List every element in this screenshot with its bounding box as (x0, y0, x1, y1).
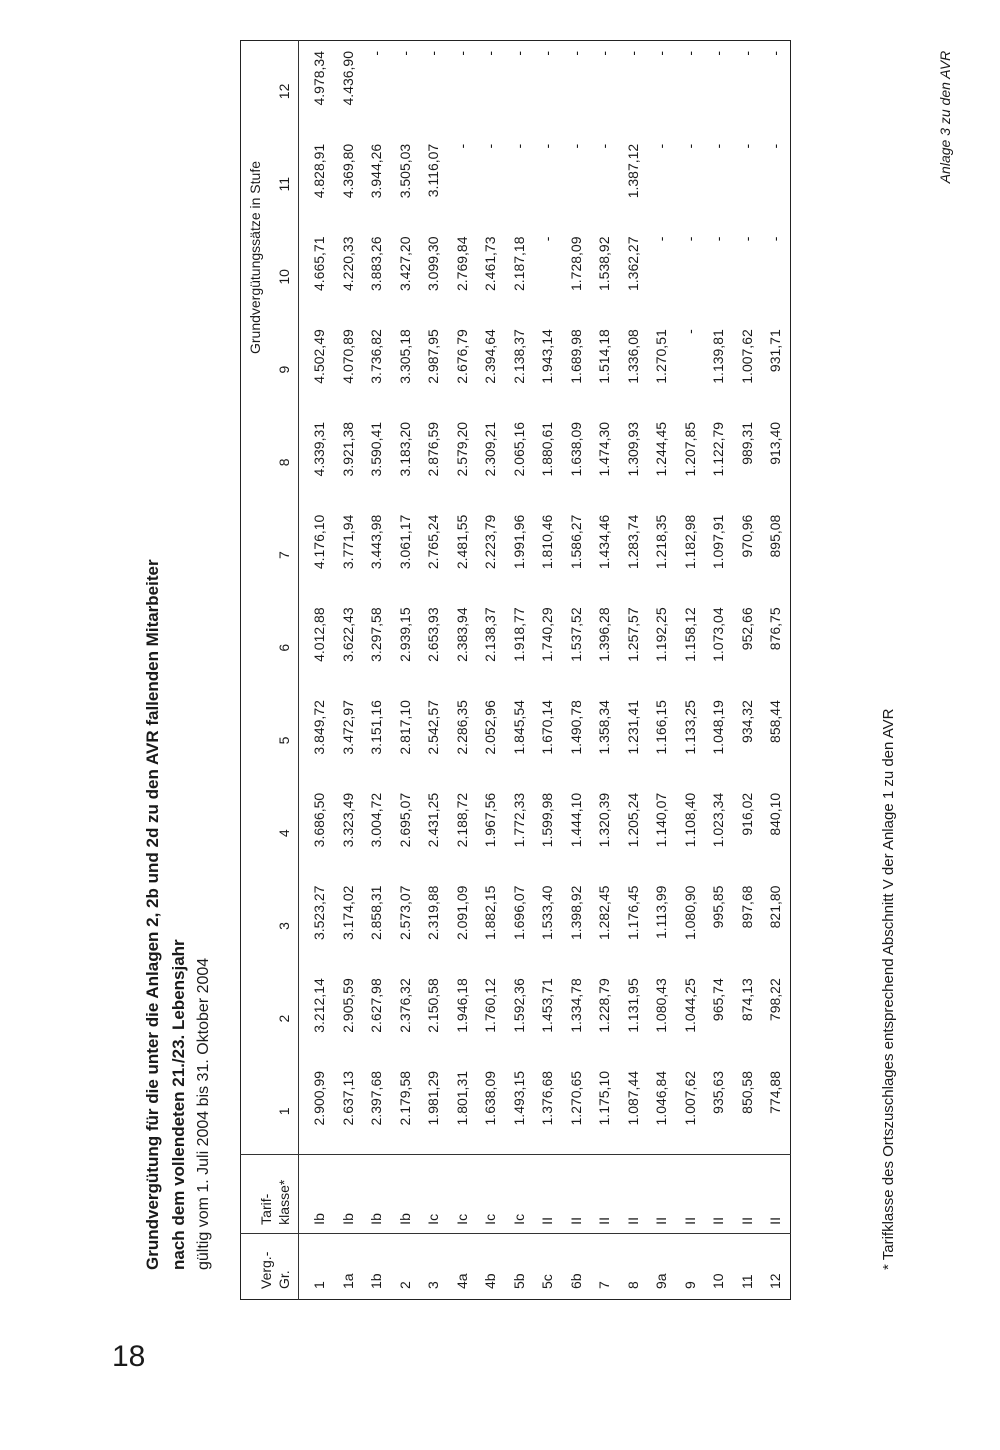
salary-cell: 3.771,94 (339, 514, 356, 570)
verg-gruppe-cell: 11 (733, 1233, 762, 1299)
salary-cell: - (710, 236, 726, 242)
salary-cell: - (510, 51, 527, 56)
salary-cell: 1.696,07 (510, 885, 527, 941)
verg-gruppe-cell: 1b (362, 1233, 391, 1299)
salary-cell: 3.443,98 (368, 514, 384, 570)
salary-cell: 1.080,90 (681, 885, 698, 941)
salary-cell: 2.286,35 (453, 700, 470, 755)
salary-cell: 2.065,16 (510, 421, 527, 477)
table-row (419, 41, 448, 1300)
salary-cell: 913,40 (767, 421, 783, 465)
verg-gruppe-cell: 6b (562, 1233, 591, 1299)
salary-cell: 850,58 (738, 1070, 755, 1114)
document-subtitle: nach dem vollendeten 21./23. Lebensjahr (169, 939, 188, 1270)
salary-cell: 4.502,49 (311, 329, 327, 384)
salary-cell: 965,74 (710, 978, 726, 1022)
salary-cell: 1.638,09 (567, 421, 584, 477)
salary-cell: 1.166,15 (653, 700, 669, 755)
salary-cell: - (510, 143, 527, 149)
stufe-header-11: 11 (275, 176, 292, 192)
salary-cell: 2.319,88 (425, 885, 441, 941)
header-row-stufen (270, 41, 299, 1300)
salary-cell: 1.490,78 (567, 700, 584, 755)
salary-cell: 4.828,91 (311, 143, 327, 199)
tarifklasse-cell: Ib (299, 1154, 334, 1233)
salary-cell: 2.858,31 (368, 885, 384, 941)
salary-cell: 897,68 (738, 885, 755, 929)
document-title: Grundvergütung für die unter die Anlagen 2, 2b und 2d zu den AVR fallenden Mitarbeiter (143, 559, 162, 1270)
table-header (241, 41, 299, 1300)
salary-cell: 934,32 (738, 700, 755, 743)
salary-cell: - (453, 51, 470, 56)
salary-cell: 2.309,21 (482, 421, 498, 477)
salary-cell: - (539, 236, 555, 242)
stufe-header-4: 4 (275, 829, 292, 838)
salary-cell: 1.396,28 (596, 607, 612, 662)
col-header-verg-line1: Verg.- (257, 1251, 274, 1289)
salary-cell: - (681, 143, 698, 149)
table-row (476, 41, 505, 1300)
salary-cell: 3.622,43 (339, 607, 356, 662)
salary-cell: 1.270,51 (653, 329, 669, 384)
salary-cell: 798,22 (767, 978, 783, 1022)
salary-cell: 1.108,40 (681, 792, 698, 848)
verg-gruppe-cell: 7 (590, 1233, 619, 1299)
salary-cell: 952,66 (738, 607, 755, 651)
salary-cell: 3.004,72 (368, 792, 384, 848)
verg-gruppe-cell: 3 (419, 1233, 448, 1299)
salary-cell: 1.434,46 (596, 514, 612, 570)
table-row (448, 41, 477, 1300)
salary-cell: 3.061,17 (396, 514, 413, 570)
salary-cell: 3.944,26 (368, 143, 384, 199)
salary-cell: 1.810,46 (539, 514, 555, 570)
salary-cell: 1.133,25 (681, 700, 698, 755)
salary-cell: - (653, 51, 669, 56)
salary-cell: 2.817,10 (396, 700, 413, 755)
salary-cell: 4.012,88 (311, 607, 327, 662)
salary-cell: 2.481,55 (453, 514, 470, 570)
tarifklasse-cell: II (647, 1154, 676, 1233)
salary-cell: - (482, 51, 498, 56)
stufe-header-6: 6 (275, 643, 292, 652)
salary-cell: 2.383,94 (453, 607, 470, 662)
salary-cell: - (539, 51, 555, 56)
salary-cell: 1.048,19 (710, 700, 726, 755)
salary-cell: - (624, 51, 641, 56)
salary-cell: - (425, 51, 441, 56)
tarifklasse-cell: II (761, 1154, 790, 1233)
col-header-tarif-line2: klasse* (275, 1179, 292, 1225)
stufe-header-2: 2 (275, 1014, 292, 1023)
salary-cell: - (567, 143, 584, 149)
table-row (704, 41, 733, 1300)
salary-cell: 1.918,77 (510, 607, 527, 662)
stufe-header-7: 7 (275, 551, 292, 559)
salary-cell: 2.397,68 (368, 1070, 384, 1126)
salary-cell: 1.943,14 (539, 329, 555, 384)
salary-cell: 1.228,79 (596, 978, 612, 1033)
salary-cell: 1.283,74 (624, 514, 641, 570)
salary-cell: 1.257,57 (624, 607, 641, 662)
stufe-header-5: 5 (275, 736, 292, 745)
salary-cell: 970,96 (738, 514, 755, 558)
salary-cell: 1.880,61 (539, 421, 555, 477)
salary-cell: 1.882,15 (482, 885, 498, 941)
tarifklasse-cell: II (619, 1154, 648, 1233)
salary-cell: 1.845,54 (510, 700, 527, 755)
salary-cell: 1.453,71 (539, 978, 555, 1033)
salary-cell: 1.538,92 (596, 236, 612, 292)
salary-cell: 4.220,33 (339, 236, 356, 292)
salary-cell: 2.376,32 (396, 978, 413, 1033)
verg-gruppe-cell: 1 (299, 1233, 334, 1299)
verg-gruppe-cell: 4b (476, 1233, 505, 1299)
salary-cell: 3.883,26 (368, 236, 384, 292)
table-row (733, 41, 762, 1300)
salary-cell: 1.728,09 (567, 236, 584, 292)
rotated-content (130, 30, 920, 1300)
header-note (938, 42, 952, 192)
tarifklasse-cell: Ib (334, 1154, 363, 1233)
salary-cell: - (767, 143, 783, 149)
salary-cell: 3.099,30 (425, 236, 441, 292)
salary-cell: - (767, 51, 783, 56)
salary-cell: 1.537,52 (567, 607, 584, 662)
salary-cell: 2.876,59 (425, 421, 441, 477)
salary-cell: 1.087,44 (624, 1070, 641, 1126)
salary-cell: 3.590,41 (368, 421, 384, 477)
table-row (299, 41, 334, 1300)
salary-cell: 2.179,58 (396, 1070, 413, 1126)
salary-cell: 821,80 (767, 885, 783, 929)
salary-cell: 1.270,65 (567, 1070, 584, 1126)
salary-cell: 1.586,27 (567, 514, 584, 570)
salary-cell: 3.505,03 (396, 143, 413, 199)
salary-cell: 2.769,84 (453, 236, 470, 292)
salary-cell: 2.987,95 (425, 329, 441, 384)
table-row (590, 41, 619, 1300)
stufe-header-3: 3 (275, 922, 292, 930)
salary-cell: 2.223,79 (482, 514, 498, 570)
verg-gruppe-cell: 9a (647, 1233, 676, 1299)
salary-cell: 1.158,12 (681, 607, 698, 662)
salary-cell: 1.967,56 (482, 792, 498, 848)
salary-cell: 2.542,57 (425, 700, 441, 755)
salary-cell: 1.182,98 (681, 514, 698, 570)
salary-cell: 1.801,31 (453, 1070, 470, 1126)
salary-cell: 1.592,36 (510, 978, 527, 1033)
salary-cell: 1.946,18 (453, 978, 470, 1033)
salary-cell: 2.138,37 (510, 329, 527, 384)
salary-cell: 1.387,12 (624, 143, 641, 199)
tarifklasse-cell: II (733, 1154, 762, 1233)
salary-cell: 2.150,58 (425, 978, 441, 1033)
salary-cell: 1.046,84 (653, 1070, 669, 1126)
salary-cell: 1.981,29 (425, 1070, 441, 1126)
salary-cell: 840,10 (767, 792, 783, 836)
salary-cell: - (653, 143, 669, 149)
salary-cell: 1.044,25 (681, 978, 698, 1033)
salary-cell: 2.188,72 (453, 792, 470, 848)
salary-cell: 2.695,07 (396, 792, 413, 848)
salary-table (240, 40, 791, 1300)
salary-cell: - (681, 236, 698, 242)
salary-cell: 1.444,10 (567, 792, 584, 848)
salary-cell: 4.339,31 (311, 421, 327, 477)
salary-cell: 1.533,40 (539, 885, 555, 941)
salary-cell: 1.474,30 (596, 421, 612, 477)
salary-cell: 3.427,20 (396, 236, 413, 292)
verg-gruppe-cell: 5b (505, 1233, 534, 1299)
salary-cell: 1.207,85 (681, 421, 698, 477)
header-note-text: Anlage 3 zu den AVR (937, 50, 953, 184)
salary-cell: 2.653,93 (425, 607, 441, 662)
salary-cell: - (681, 329, 698, 334)
stufe-header-8: 8 (275, 458, 292, 467)
salary-cell: 1.334,78 (567, 978, 584, 1033)
salary-cell: 1.176,45 (624, 885, 641, 941)
col-header-tarif-line1: Tarif- (257, 1193, 274, 1225)
salary-cell: 1.244,45 (653, 421, 669, 477)
salary-cell: 989,31 (738, 421, 755, 465)
salary-cell: 2.939,15 (396, 607, 413, 662)
header-row-top (241, 41, 270, 1300)
salary-cell: - (738, 51, 755, 56)
salary-cell: 4.070,89 (339, 329, 356, 384)
salary-cell: 1.514,18 (596, 329, 612, 384)
salary-cell: 1.140,07 (653, 792, 669, 848)
salary-cell: 2.637,13 (339, 1070, 356, 1126)
tarifklasse-cell: Ic (419, 1154, 448, 1233)
salary-cell: 2.052,96 (482, 700, 498, 755)
table-body (299, 41, 791, 1300)
salary-cell: 4.369,80 (339, 143, 356, 199)
verg-gruppe-cell: 1a (334, 1233, 363, 1299)
salary-cell: 1.175,10 (596, 1070, 612, 1126)
salary-cell: 1.772,33 (510, 792, 527, 848)
salary-cell: - (710, 143, 726, 149)
salary-cell: 995,85 (710, 885, 726, 929)
salary-cell: 1.760,12 (482, 978, 498, 1033)
salary-cell: 4.176,10 (311, 514, 327, 570)
salary-cell: 3.686,50 (311, 792, 327, 848)
salary-cell: 2.900,99 (311, 1070, 327, 1126)
col-header-verg-gr-text (257, 1252, 293, 1289)
salary-cell: - (368, 51, 384, 56)
salary-cell: - (738, 143, 755, 149)
salary-cell: - (710, 51, 726, 56)
salary-cell: 874,13 (738, 978, 755, 1022)
verg-gruppe-cell: 2 (391, 1233, 420, 1299)
table-row (647, 41, 676, 1300)
salary-cell: 935,63 (710, 1070, 726, 1114)
salary-cell: 2.579,20 (453, 421, 470, 477)
col-header-verg-gr (241, 1233, 299, 1299)
tarifklasse-cell: II (562, 1154, 591, 1233)
verg-gruppe-cell: 9 (676, 1233, 705, 1299)
salary-cell: 1.493,15 (510, 1070, 527, 1126)
salary-cell: 1.638,09 (482, 1070, 498, 1126)
salary-cell: 3.174,02 (339, 885, 356, 941)
stufe-header-10: 10 (275, 269, 292, 285)
salary-cell: 2.765,24 (425, 514, 441, 570)
table-row (619, 41, 648, 1300)
salary-cell: 1.362,27 (624, 236, 641, 292)
salary-cell: 1.740,29 (539, 607, 555, 662)
verg-gruppe-cell: 4a (448, 1233, 477, 1299)
salary-cell: 1.131,95 (624, 978, 641, 1033)
table-row (334, 41, 363, 1300)
salary-cell: 1.398,92 (567, 885, 584, 941)
salary-cell: - (596, 51, 612, 56)
salary-cell: 2.187,18 (510, 236, 527, 292)
salary-cell: 774,88 (767, 1070, 783, 1114)
table-row (505, 41, 534, 1300)
salary-cell: 1.122,79 (710, 421, 726, 477)
tarifklasse-cell: Ib (391, 1154, 420, 1233)
salary-cell: 3.849,72 (311, 700, 327, 755)
salary-cell: 931,71 (767, 329, 783, 373)
salary-cell: 895,08 (767, 514, 783, 558)
verg-gruppe-cell: 8 (619, 1233, 648, 1299)
salary-cell: 3.212,14 (311, 978, 327, 1033)
table-row (362, 41, 391, 1300)
salary-cell: 3.297,58 (368, 607, 384, 662)
salary-cell: - (681, 51, 698, 56)
salary-cell: 3.323,49 (339, 792, 356, 848)
salary-cell: 1.192,25 (653, 607, 669, 662)
validity-period: gültig vom 1. Juli 2004 bis 31. Oktober 2004 (195, 957, 212, 1270)
salary-cell: 1.670,14 (539, 700, 555, 755)
salary-cell: 2.138,37 (482, 607, 498, 662)
salary-cell: - (767, 236, 783, 242)
salary-cell: 3.523,27 (311, 885, 327, 941)
col-header-verg-line2: Gr. (275, 1270, 292, 1289)
salary-cell: 1.376,68 (539, 1070, 555, 1126)
salary-cell: 2.091,09 (453, 885, 470, 941)
stufe-heading: Grundvergütungssätze in Stufe (247, 161, 263, 355)
salary-cell: 1.336,08 (624, 329, 641, 384)
salary-cell: 1.231,41 (624, 700, 641, 755)
salary-cell: - (396, 51, 413, 56)
page-number: 18 (112, 1340, 146, 1373)
salary-cell: - (738, 236, 755, 242)
salary-cell: 3.183,20 (396, 421, 413, 477)
stufe-header-9: 9 (275, 365, 292, 374)
salary-cell: 1.023,34 (710, 792, 726, 848)
salary-cell: - (653, 236, 669, 242)
verg-gruppe-cell: 12 (761, 1233, 790, 1299)
salary-cell: 3.736,82 (368, 329, 384, 384)
salary-cell: 2.461,73 (482, 236, 498, 292)
salary-cell: 858,44 (767, 700, 783, 743)
footnote: * Tarifklasse des Ortszuschlages entsprechend Abschnitt V der Anlage 1 zu den AVR (880, 708, 897, 1270)
tarifklasse-cell: Ic (505, 1154, 534, 1233)
salary-cell: 1.139,81 (710, 329, 726, 384)
salary-cell: 1.080,43 (653, 978, 669, 1033)
salary-cell: 1.309,93 (624, 421, 641, 477)
tarifklasse-cell: Ic (476, 1154, 505, 1233)
salary-cell: 3.305,18 (396, 329, 413, 384)
salary-cell: 1.689,98 (567, 329, 584, 384)
salary-cell: 4.436,90 (339, 51, 356, 106)
salary-cell: - (453, 143, 470, 149)
salary-cell: 3.472,97 (339, 700, 356, 755)
salary-cell: 3.151,16 (368, 700, 384, 755)
stufe-header-12: 12 (275, 83, 292, 100)
table-row (391, 41, 420, 1300)
salary-cell: 1.320,39 (596, 792, 612, 848)
salary-cell: 3.921,38 (339, 421, 356, 477)
salary-cell: 2.627,98 (368, 978, 384, 1033)
table-row (533, 41, 562, 1300)
salary-cell: 2.431,25 (425, 792, 441, 848)
verg-gruppe-cell: 5c (533, 1233, 562, 1299)
col-header-tarifklasse-text (257, 1180, 293, 1225)
tarifklasse-cell: II (533, 1154, 562, 1233)
salary-cell: 1.073,04 (710, 607, 726, 662)
title-block (140, 559, 216, 1270)
col-header-tarifklasse (241, 1154, 299, 1233)
salary-cell: 1.991,96 (510, 514, 527, 570)
salary-cell: - (482, 143, 498, 149)
tarifklasse-cell: II (590, 1154, 619, 1233)
salary-cell: 1.007,62 (738, 329, 755, 384)
table-row (676, 41, 705, 1300)
salary-cell: 1.358,34 (596, 700, 612, 755)
salary-cell: - (539, 143, 555, 149)
salary-cell: 4.665,71 (311, 236, 327, 292)
salary-cell: 3.116,07 (425, 143, 441, 198)
salary-cell: 4.978,34 (311, 51, 327, 106)
salary-cell: 1.599,98 (539, 792, 555, 848)
salary-cell: 2.905,59 (339, 978, 356, 1033)
salary-cell: 1.282,45 (596, 885, 612, 941)
tarifklasse-cell: Ib (362, 1154, 391, 1233)
salary-cell: 1.113,99 (653, 885, 669, 940)
salary-cell: 1.205,24 (624, 792, 641, 848)
tarifklasse-cell: II (704, 1154, 733, 1233)
salary-cell: - (567, 51, 584, 56)
stufe-header-1: 1 (275, 1107, 292, 1116)
tarifklasse-cell: II (676, 1154, 705, 1233)
salary-cell: 876,75 (767, 607, 783, 651)
table-row (562, 41, 591, 1300)
table-row (761, 41, 790, 1300)
salary-cell: 1.007,62 (681, 1070, 698, 1126)
salary-cell: - (596, 143, 612, 149)
verg-gruppe-cell: 10 (704, 1233, 733, 1299)
salary-cell: 2.394,64 (482, 329, 498, 384)
salary-cell: 2.573,07 (396, 885, 413, 941)
salary-cell: 916,02 (738, 792, 755, 836)
salary-cell: 2.676,79 (453, 329, 470, 384)
tarifklasse-cell: Ic (448, 1154, 477, 1233)
salary-cell: 1.097,91 (710, 514, 726, 570)
salary-cell: 1.218,35 (653, 514, 669, 570)
